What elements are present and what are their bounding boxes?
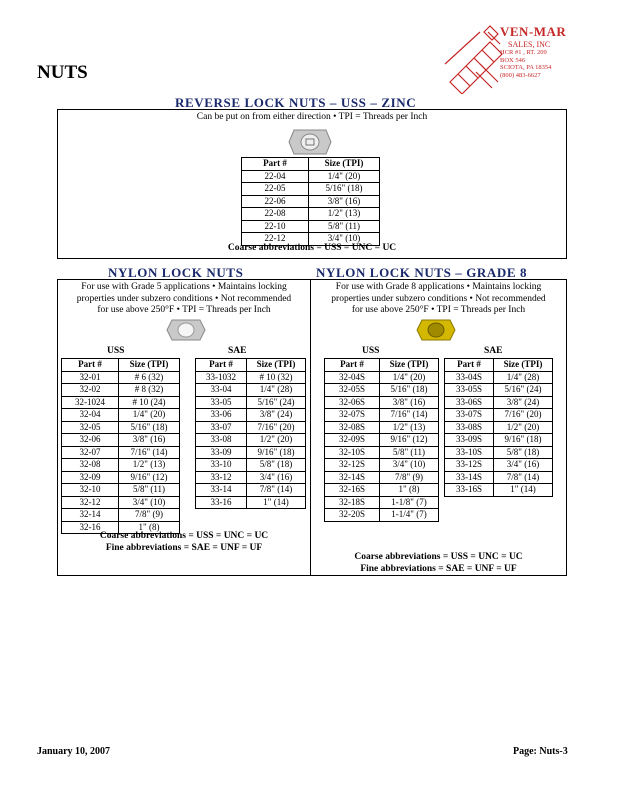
nylon-sae-table xyxy=(195,358,306,509)
table-row xyxy=(325,396,439,409)
grade8-section-title: NYLON LOCK NUTS – GRADE 8 xyxy=(316,265,528,280)
grade8-sae-table xyxy=(444,358,553,497)
part-number-cell: 32-09S xyxy=(325,434,380,447)
size-cell: 1/2" (13) xyxy=(309,208,380,221)
column-header-size: Size (TPI) xyxy=(247,359,306,372)
size-cell: 1/4" (28) xyxy=(494,371,553,384)
part-number-cell: 22-04 xyxy=(242,170,309,183)
part-number-cell: 22-08 xyxy=(242,208,309,221)
table-row xyxy=(325,421,439,434)
size-cell: 3/4" (10) xyxy=(380,459,439,472)
table-row xyxy=(196,484,306,497)
size-cell: 1" (8) xyxy=(119,521,180,534)
grade8-uss-label: USS xyxy=(362,346,380,356)
part-number-cell: 33-14 xyxy=(196,484,247,497)
part-number-cell: 32-20S xyxy=(325,509,380,522)
size-cell: 7/16" (14) xyxy=(119,446,180,459)
size-cell: 1/4" (20) xyxy=(119,409,180,422)
table-row xyxy=(242,183,380,196)
part-number-cell: 32-1024 xyxy=(62,396,119,409)
reverse-section-box xyxy=(57,109,567,259)
table-row xyxy=(196,384,306,397)
table-row xyxy=(325,484,439,497)
part-number-cell: 33-12 xyxy=(196,471,247,484)
size-cell: 3/4" (16) xyxy=(494,459,553,472)
part-number-cell: 22-12 xyxy=(242,233,309,246)
table-row xyxy=(196,421,306,434)
table-row xyxy=(445,371,553,384)
size-cell: # 10 (32) xyxy=(247,371,306,384)
column-header-part: Part # xyxy=(445,359,494,372)
reverse-abbreviations: Coarse abbreviations = USS = UNC = UC xyxy=(227,243,397,253)
part-number-cell: 33-06S xyxy=(445,396,494,409)
grade8-fine-abbr: Fine abbreviations = SAE = UNF = UF xyxy=(360,564,517,574)
nylon-sae-label: SAE xyxy=(228,346,247,356)
table-row xyxy=(325,446,439,459)
size-cell: # 6 (32) xyxy=(119,371,180,384)
part-number-cell: 33-09 xyxy=(196,446,247,459)
size-cell: 3/8" (16) xyxy=(380,396,439,409)
size-cell: 5/8" (11) xyxy=(309,220,380,233)
column-header-part: Part # xyxy=(196,359,247,372)
part-number-cell: 32-18S xyxy=(325,496,380,509)
part-number-cell: 32-08S xyxy=(325,421,380,434)
size-cell: 5/16" (18) xyxy=(309,183,380,196)
column-header-size: Size (TPI) xyxy=(494,359,553,372)
table-row xyxy=(445,484,553,497)
part-number-cell: 33-16S xyxy=(445,484,494,497)
part-number-cell: 32-16 xyxy=(62,521,119,534)
size-cell: 7/8" (9) xyxy=(119,509,180,522)
column-header-part: Part # xyxy=(325,359,380,372)
size-cell: # 10 (24) xyxy=(119,396,180,409)
size-cell: 3/4" (10) xyxy=(309,233,380,246)
logo-line: (800) 483-6627 xyxy=(500,71,541,79)
logo-line: SALES, INC xyxy=(508,40,551,49)
table-row xyxy=(325,434,439,447)
table-row xyxy=(62,484,180,497)
table-row xyxy=(445,434,553,447)
part-number-cell: 33-1032 xyxy=(196,371,247,384)
page-title: NUTS xyxy=(37,62,88,83)
part-number-cell: 32-07 xyxy=(62,446,119,459)
size-cell: 1" (14) xyxy=(247,496,306,509)
size-cell: 5/8" (18) xyxy=(247,459,306,472)
part-number-cell: 32-06 xyxy=(62,434,119,447)
logo-company-name: VEN-MAR xyxy=(500,24,567,39)
column-header-part: Part # xyxy=(62,359,119,372)
size-cell: 5/8" (11) xyxy=(380,446,439,459)
size-cell: 7/16" (20) xyxy=(494,409,553,422)
table-row xyxy=(445,396,553,409)
table-row xyxy=(445,459,553,472)
logo-line: SCIOTA, PA 18354 xyxy=(500,64,552,71)
size-cell: 5/16" (18) xyxy=(380,384,439,397)
table-row xyxy=(242,220,380,233)
table-row xyxy=(445,446,553,459)
table-row xyxy=(325,409,439,422)
size-cell: 1-1/4" (7) xyxy=(380,509,439,522)
size-cell: 7/8" (14) xyxy=(494,471,553,484)
part-number-cell: 33-05 xyxy=(196,396,247,409)
size-cell: 3/8" (16) xyxy=(119,434,180,447)
part-number-cell: 33-07 xyxy=(196,421,247,434)
footer-page-number: Page: Nuts-3 xyxy=(513,746,568,757)
grade8-description xyxy=(311,282,566,317)
size-cell: 7/8" (14) xyxy=(247,484,306,497)
table-row xyxy=(196,371,306,384)
part-number-cell: 32-04 xyxy=(62,409,119,422)
size-cell: 9/16" (12) xyxy=(380,434,439,447)
size-cell: 1/2" (20) xyxy=(247,434,306,447)
part-number-cell: 33-07S xyxy=(445,409,494,422)
nylon-desc-line: for use above 250°F • TPI = Threads per Inch xyxy=(97,305,271,315)
table-row xyxy=(62,471,180,484)
logo-text xyxy=(500,24,566,79)
part-number-cell: 32-14S xyxy=(325,471,380,484)
size-cell: 1/2" (13) xyxy=(119,459,180,472)
table-header-row xyxy=(62,359,180,372)
table-row xyxy=(196,409,306,422)
table-row xyxy=(325,459,439,472)
table-header-row xyxy=(242,158,380,171)
hex-nut-zinc-icon xyxy=(288,126,332,158)
size-cell: 1/4" (20) xyxy=(380,371,439,384)
nylon-fine-abbr: Fine abbreviations = SAE = UNF = UF xyxy=(105,543,263,553)
size-cell: 5/8" (11) xyxy=(119,484,180,497)
table-row xyxy=(325,384,439,397)
part-number-cell: 32-10S xyxy=(325,446,380,459)
table-row xyxy=(62,446,180,459)
table-row xyxy=(196,496,306,509)
nylon-description xyxy=(58,282,310,317)
table-row xyxy=(62,409,180,422)
table-row xyxy=(242,195,380,208)
part-number-cell: 33-10S xyxy=(445,446,494,459)
part-number-cell: 32-12 xyxy=(62,496,119,509)
size-cell: 1/4" (28) xyxy=(247,384,306,397)
section-divider xyxy=(310,280,311,575)
part-number-cell: 32-05 xyxy=(62,421,119,434)
column-header-size: Size (TPI) xyxy=(309,158,380,171)
table-row xyxy=(196,471,306,484)
part-number-cell: 32-06S xyxy=(325,396,380,409)
table-header-row xyxy=(325,359,439,372)
size-cell: 9/16" (12) xyxy=(119,471,180,484)
table-row xyxy=(196,459,306,472)
part-number-cell: 32-08 xyxy=(62,459,119,472)
part-number-cell: 32-04S xyxy=(325,371,380,384)
grade8-desc-line: For use with Grade 8 applications • Maintains locking xyxy=(335,282,542,292)
part-number-cell: 33-08S xyxy=(445,421,494,434)
size-cell: 5/16" (18) xyxy=(119,421,180,434)
table-row xyxy=(62,396,180,409)
size-cell: 1/4" (20) xyxy=(309,170,380,183)
part-number-cell: 32-16S xyxy=(325,484,380,497)
nylon-uss-table xyxy=(61,358,180,534)
grade8-uss-table xyxy=(324,358,439,522)
size-cell: 5/16" (24) xyxy=(494,384,553,397)
size-cell: 3/8" (24) xyxy=(247,409,306,422)
table-row xyxy=(196,396,306,409)
table-row xyxy=(62,434,180,447)
size-cell: 3/4" (10) xyxy=(119,496,180,509)
size-cell: 7/16" (20) xyxy=(247,421,306,434)
part-number-cell: 32-09 xyxy=(62,471,119,484)
footer-date: January 10, 2007 xyxy=(37,746,111,757)
part-number-cell: 33-09S xyxy=(445,434,494,447)
table-row xyxy=(62,384,180,397)
column-header-size: Size (TPI) xyxy=(119,359,180,372)
table-row xyxy=(196,446,306,459)
part-number-cell: 32-05S xyxy=(325,384,380,397)
size-cell: 5/8" (18) xyxy=(494,446,553,459)
part-number-cell: 33-12S xyxy=(445,459,494,472)
part-number-cell: 32-01 xyxy=(62,371,119,384)
size-cell: 3/4" (16) xyxy=(247,471,306,484)
table-row xyxy=(325,496,439,509)
table-row xyxy=(196,434,306,447)
nylon-desc-line: properties under subzero conditions • Not recommended xyxy=(76,293,292,304)
size-cell: 3/8" (24) xyxy=(494,396,553,409)
table-row xyxy=(325,509,439,522)
part-number-cell: 33-10 xyxy=(196,459,247,472)
grade8-coarse-abbr: Coarse abbreviations = USS = UNC = UC xyxy=(354,552,523,562)
column-header-part: Part # xyxy=(242,158,309,171)
part-number-cell: 32-10 xyxy=(62,484,119,497)
table-header-row xyxy=(445,359,553,372)
part-number-cell: 33-05S xyxy=(445,384,494,397)
grade8-nut-icon xyxy=(416,316,456,344)
part-number-cell: 33-08 xyxy=(196,434,247,447)
table-row xyxy=(445,471,553,484)
part-number-cell: 32-12S xyxy=(325,459,380,472)
table-row xyxy=(242,208,380,221)
part-number-cell: 33-06 xyxy=(196,409,247,422)
grade8-desc-line: for use above 250°F • TPI = Threads per Inch xyxy=(351,305,526,315)
size-cell: 9/16" (18) xyxy=(247,446,306,459)
nylon-uss-label: USS xyxy=(107,346,125,356)
nylon-nut-icon xyxy=(166,316,206,344)
size-cell: 1/2" (13) xyxy=(380,421,439,434)
size-cell: 9/16" (18) xyxy=(494,434,553,447)
part-number-cell: 33-14S xyxy=(445,471,494,484)
table-row xyxy=(62,421,180,434)
size-cell: # 8 (32) xyxy=(119,384,180,397)
part-number-cell: 33-04 xyxy=(196,384,247,397)
table-row xyxy=(445,409,553,422)
size-cell: 7/8" (9) xyxy=(380,471,439,484)
size-cell: 1" (14) xyxy=(494,484,553,497)
nylon-sections-box xyxy=(57,279,567,576)
size-cell: 1" (8) xyxy=(380,484,439,497)
part-number-cell: 22-10 xyxy=(242,220,309,233)
grade8-desc-line: properties under subzero conditions • Not recommended xyxy=(331,293,546,304)
table-row xyxy=(445,421,553,434)
table-row xyxy=(325,371,439,384)
grade8-sae-label: SAE xyxy=(484,346,503,356)
reverse-section-title: REVERSE LOCK NUTS – USS – ZINC xyxy=(175,95,417,110)
size-cell: 3/8" (16) xyxy=(309,195,380,208)
table-row xyxy=(325,471,439,484)
part-number-cell: 33-04S xyxy=(445,371,494,384)
table-header-row xyxy=(196,359,306,372)
size-cell: 5/16" (24) xyxy=(247,396,306,409)
reverse-table xyxy=(241,157,380,246)
logo-line: BOX 546 xyxy=(500,56,526,64)
part-number-cell: 32-14 xyxy=(62,509,119,522)
nylon-section-title: NYLON LOCK NUTS xyxy=(108,265,244,280)
logo-line: HCR #1 , RT. 209 xyxy=(500,49,547,56)
table-row xyxy=(62,509,180,522)
part-number-cell: 22-05 xyxy=(242,183,309,196)
table-row xyxy=(242,170,380,183)
size-cell: 1-1/8" (7) xyxy=(380,496,439,509)
table-row xyxy=(62,496,180,509)
table-row xyxy=(445,384,553,397)
table-row xyxy=(62,459,180,472)
size-cell: 7/16" (14) xyxy=(380,409,439,422)
nylon-desc-line: For use with Grade 5 applications • Maintains locking xyxy=(81,282,287,292)
part-number-cell: 32-02 xyxy=(62,384,119,397)
size-cell: 1/2" (20) xyxy=(494,421,553,434)
nylon-coarse-abbr: Coarse abbreviations = USS = UNC = UC xyxy=(99,531,269,541)
table-row xyxy=(62,371,180,384)
part-number-cell: 32-07S xyxy=(325,409,380,422)
reverse-description: Can be put on from either direction • TPI = Threads per Inch xyxy=(196,112,428,122)
column-header-size: Size (TPI) xyxy=(380,359,439,372)
part-number-cell: 33-16 xyxy=(196,496,247,509)
part-number-cell: 22-06 xyxy=(242,195,309,208)
